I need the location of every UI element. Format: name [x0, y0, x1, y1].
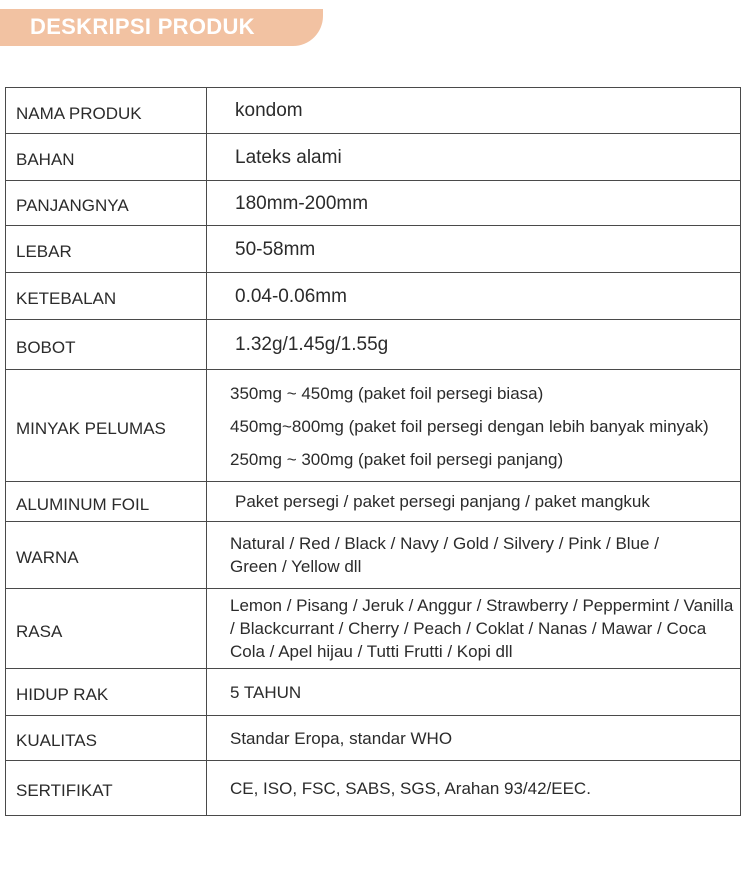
row-value-list: [207, 370, 741, 482]
table-row: [6, 273, 741, 320]
row-label: BAHAN: [6, 134, 207, 181]
table-row: [6, 226, 741, 273]
row-value: kondom: [207, 88, 741, 134]
row-value: 5 TAHUN: [207, 669, 741, 716]
row-label: KETEBALAN: [6, 273, 207, 320]
table-row: [6, 669, 741, 716]
row-label: MINYAK PELUMAS: [6, 370, 207, 482]
table-row: [6, 134, 741, 181]
row-label: ALUMINUM FOIL: [6, 482, 207, 522]
row-value: 180mm-200mm: [207, 181, 741, 226]
row-label: RASA: [6, 589, 207, 669]
row-value: 50-58mm: [207, 226, 741, 273]
table-row: [6, 761, 741, 816]
table-row: [6, 320, 741, 370]
table-row: [6, 88, 741, 134]
row-label: KUALITAS: [6, 716, 207, 761]
row-label: LEBAR: [6, 226, 207, 273]
table-row: [6, 482, 741, 522]
row-label: PANJANGNYA: [6, 181, 207, 226]
row-value-line: 350mg ~ 450mg (paket foil persegi biasa): [230, 384, 544, 403]
row-label: SERTIFIKAT: [6, 761, 207, 816]
row-label: NAMA PRODUK: [6, 88, 207, 134]
row-value-line: 450mg~800mg (paket foil persegi dengan lebih banyak minyak): [230, 417, 709, 436]
section-title: DESKRIPSI PRODUK: [30, 14, 255, 39]
row-value-line: 250mg ~ 300mg (paket foil persegi panjang): [230, 450, 564, 469]
row-value: Standar Eropa, standar WHO: [207, 716, 741, 761]
row-value: Lemon / Pisang / Jeruk / Anggur / Strawberry / Peppermint / Vanilla / Blackcurrant / Cherry / Peach / Coklat / Nanas / Mawar / Coca Cola / Apel hijau / Tutti Frutti / Kopi dll: [207, 589, 741, 669]
row-value: 1.32g/1.45g/1.55g: [207, 320, 741, 370]
table-row: [6, 522, 741, 589]
product-spec-table: [5, 87, 741, 816]
row-label: WARNA: [6, 522, 207, 589]
row-value: 0.04-0.06mm: [207, 273, 741, 320]
table-row: [6, 181, 741, 226]
table-row: [6, 716, 741, 761]
row-label: BOBOT: [6, 320, 207, 370]
row-value: Paket persegi / paket persegi panjang / paket mangkuk: [207, 482, 741, 522]
table-row: [6, 589, 741, 669]
table-row: [6, 370, 741, 482]
row-value: CE, ISO, FSC, SABS, SGS, Arahan 93/42/EEC.: [207, 761, 741, 816]
row-label: HIDUP RAK: [6, 669, 207, 716]
row-value: Lateks alami: [207, 134, 741, 181]
row-value: Natural / Red / Black / Navy / Gold / Silvery / Pink / Blue / Green / Yellow dll: [207, 522, 741, 589]
